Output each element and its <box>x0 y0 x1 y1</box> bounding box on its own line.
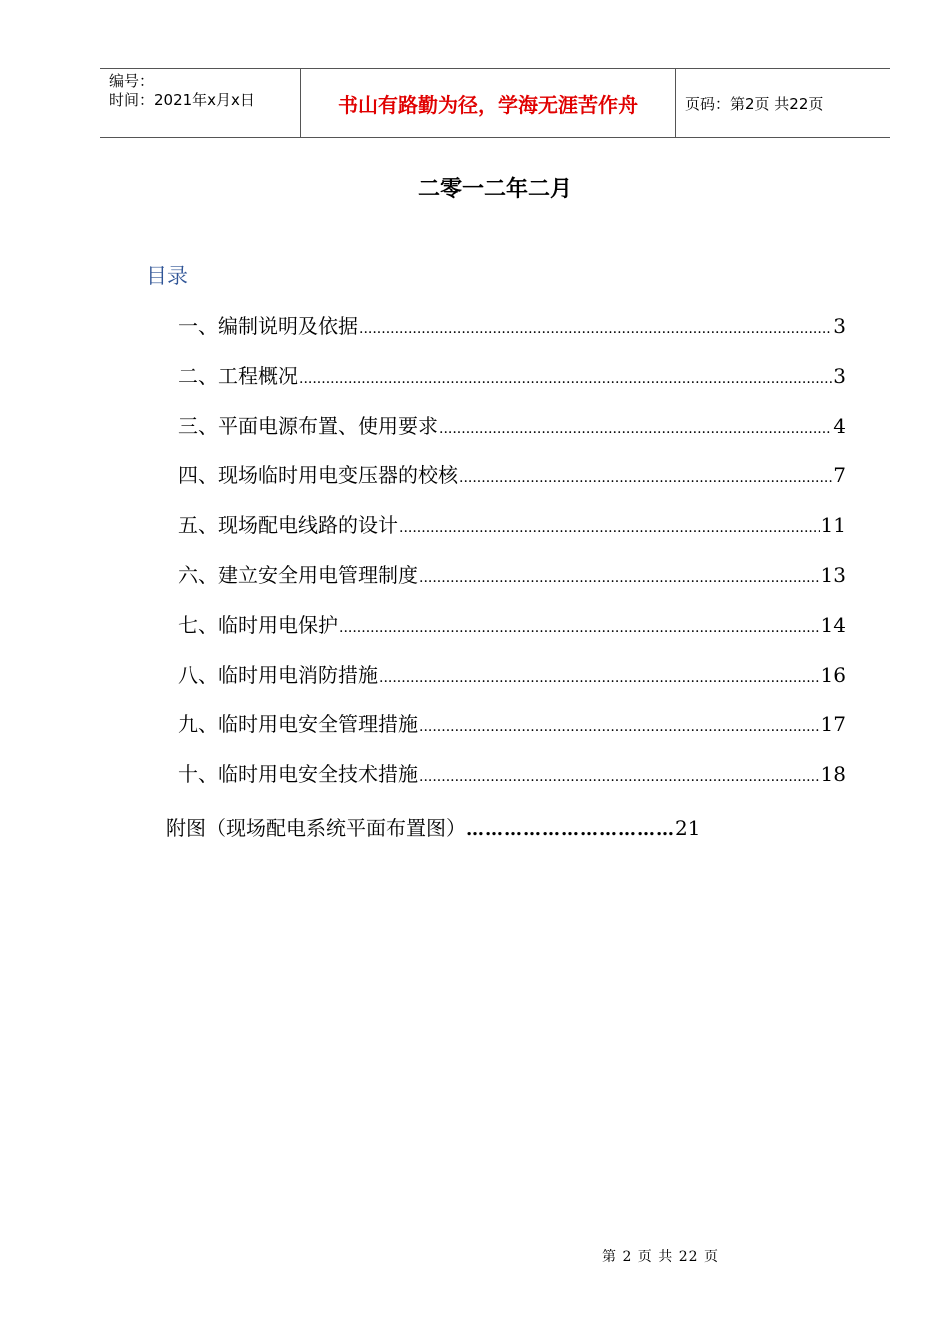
toc-leader <box>419 719 820 735</box>
header-number: 编号： <box>109 72 155 90</box>
toc-item[interactable] <box>178 310 846 360</box>
toc-item[interactable] <box>178 708 846 758</box>
page-header <box>100 68 890 138</box>
header-time: 时间：2021年x月x日 <box>109 91 255 109</box>
toc-item-page: 4 <box>833 413 846 438</box>
toc-leader <box>459 470 832 486</box>
toc-appendix-leader: …………………………… <box>466 819 675 840</box>
toc-item-label: 四、现场临时用电变压器的校核 <box>178 463 458 488</box>
toc-appendix-label: 附图（现场配电系统平面布置图） <box>166 816 466 840</box>
toc-leader <box>339 620 820 636</box>
header-page-info: 页码：第2页 共22页 <box>685 94 824 113</box>
toc-item[interactable] <box>178 459 846 509</box>
toc-leader <box>359 321 832 337</box>
toc-item[interactable] <box>178 659 846 709</box>
toc-item-label: 三、平面电源布置、使用要求 <box>178 413 438 438</box>
toc-item-label: 七、临时用电保护 <box>178 612 338 637</box>
toc-item-label: 九、临时用电安全管理措施 <box>178 712 418 737</box>
toc-item[interactable] <box>178 360 846 410</box>
toc-leader <box>299 371 832 387</box>
toc-item-label: 十、临时用电安全技术措施 <box>178 762 418 787</box>
toc-leader <box>419 570 820 586</box>
toc-item-page: 3 <box>833 363 846 388</box>
toc-leader <box>399 520 820 536</box>
toc-item-page: 14 <box>820 612 846 637</box>
toc-item[interactable] <box>178 559 846 609</box>
toc-appendix-page: 21 <box>675 816 701 840</box>
toc-item-label: 六、建立安全用电管理制度 <box>178 562 418 587</box>
toc-item[interactable] <box>178 758 846 808</box>
table-of-contents <box>178 310 846 808</box>
toc-item[interactable] <box>178 509 846 559</box>
toc-leader <box>379 670 820 686</box>
toc-item[interactable] <box>178 410 846 460</box>
header-motto: 书山有路勤为径，学海无涯苦作舟 <box>301 69 676 137</box>
toc-item-page: 18 <box>820 762 846 787</box>
document-date: 二零一二年二月 <box>417 177 572 202</box>
toc-item-label: 二、工程概况 <box>178 363 298 388</box>
toc-leader <box>419 769 820 785</box>
toc-title: 目录 <box>146 264 188 288</box>
toc-item-label: 五、现场配电线路的设计 <box>178 513 398 538</box>
toc-item-page: 11 <box>820 513 846 538</box>
toc-item-page: 7 <box>833 463 846 488</box>
toc-item-page: 17 <box>820 712 846 737</box>
toc-item-label: 一、编制说明及依据 <box>178 314 358 338</box>
toc-appendix-item[interactable] <box>166 812 700 841</box>
toc-item[interactable] <box>178 609 846 659</box>
page-footer: 第 2 页 共 22 页 <box>602 1249 719 1265</box>
toc-item-label: 八、临时用电消防措施 <box>178 662 378 687</box>
toc-item-page: 3 <box>833 314 846 338</box>
header-meta <box>100 69 301 137</box>
toc-item-page: 13 <box>820 562 846 587</box>
toc-leader <box>439 421 832 437</box>
toc-item-page: 16 <box>820 662 846 687</box>
